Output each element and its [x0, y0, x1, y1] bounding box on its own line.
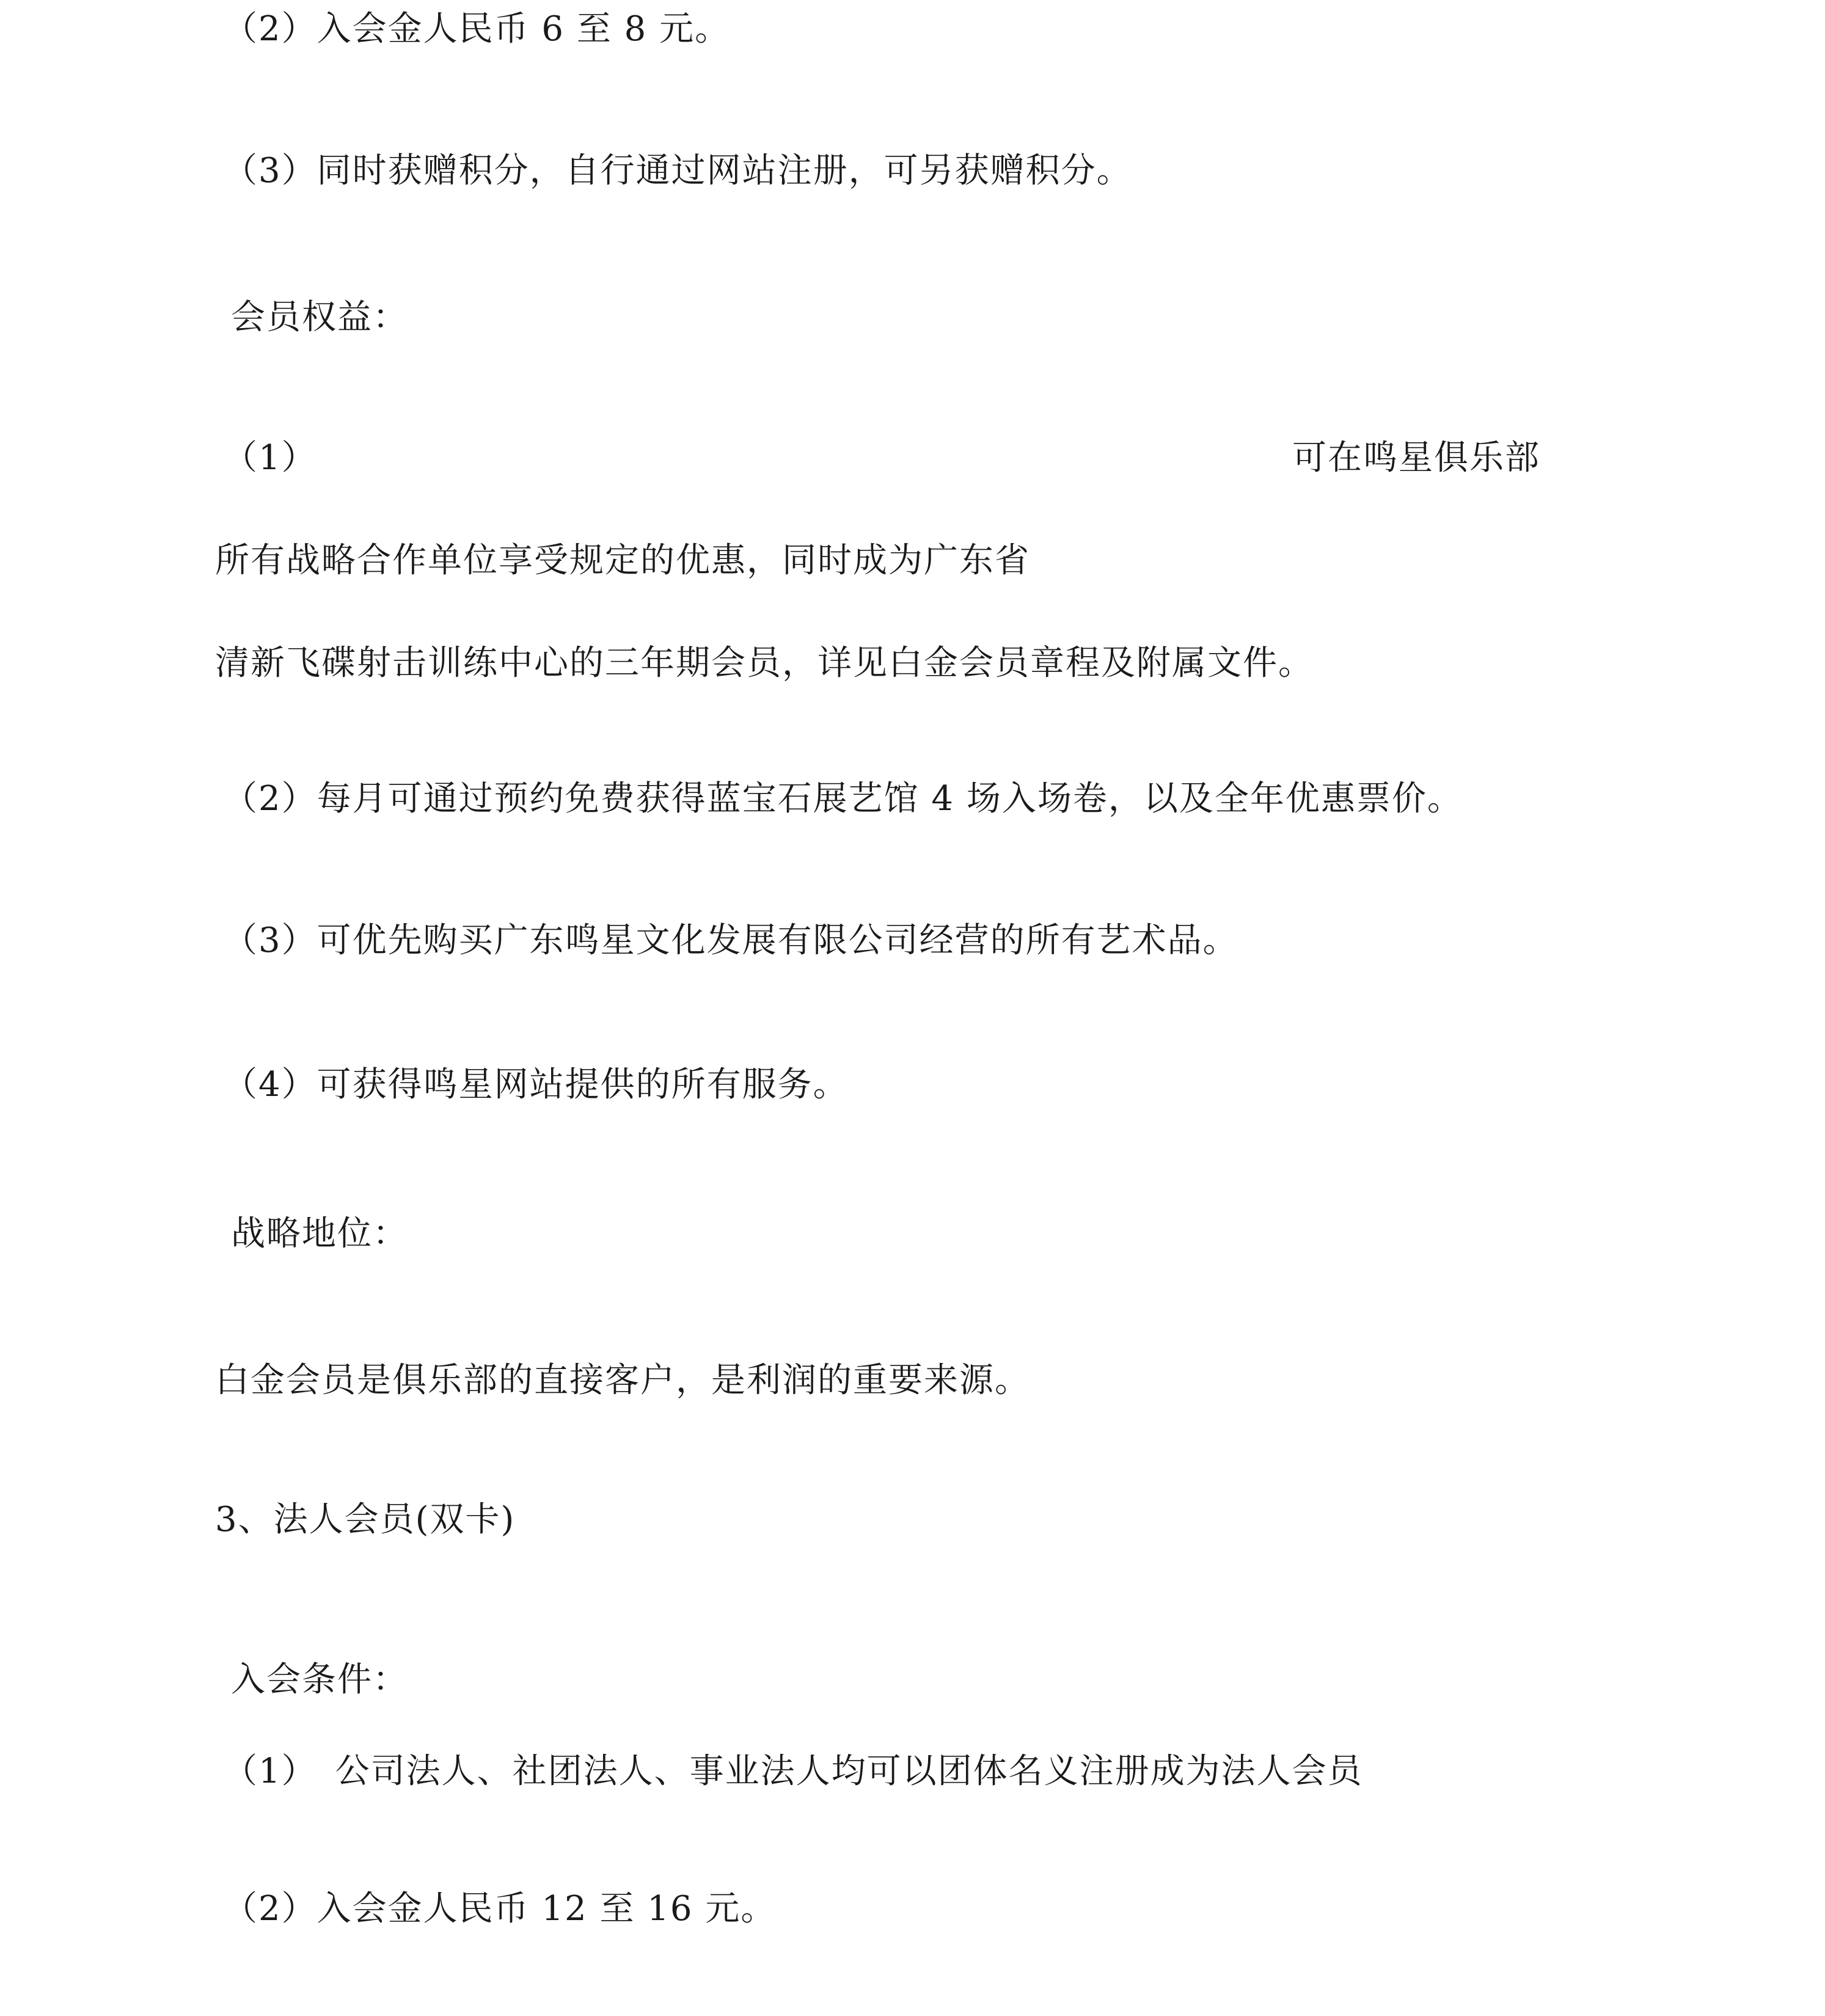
section-heading: 入会条件： [231, 1660, 408, 1700]
text-line: 可在鸣星俱乐部 [1292, 438, 1540, 478]
section-heading: 会员权益： [231, 298, 408, 337]
text-line: （2）每月可通过预约免费获得蓝宝石展艺馆 4 场入场卷，以及全年优惠票价。 [223, 779, 1463, 819]
text-line: 所有战略合作单位享受规定的优惠，同时成为广东省 [215, 541, 1030, 580]
text-line: （2）入会金人民币 12 至 16 元。 [223, 1889, 777, 1929]
text-line: （2）入会金人民币 6 至 8 元。 [223, 9, 731, 49]
section-heading: 战略地位： [231, 1214, 408, 1254]
text-line: （3）可优先购买广东鸣星文化发展有限公司经营的所有艺术品。 [223, 921, 1238, 960]
text-line: （1） [223, 438, 317, 478]
text-line: 清新飞碟射击训练中心的三年期会员，详见白金会员章程及附属文件。 [215, 643, 1314, 683]
text-line: （4）可获得鸣星网站提供的所有服务。 [223, 1065, 849, 1105]
text-line: 白金会员是俱乐部的直接客户，是利润的重要来源。 [215, 1360, 1030, 1400]
section-heading: 3、法人会员(双卡) [215, 1500, 516, 1539]
text-line: （3）同时获赠积分，自行通过网站注册，可另获赠积分。 [223, 151, 1132, 191]
text-line: （1） 公司法人、社团法人、事业法人均可以团体名义注册成为法人会员 [223, 1751, 1363, 1791]
